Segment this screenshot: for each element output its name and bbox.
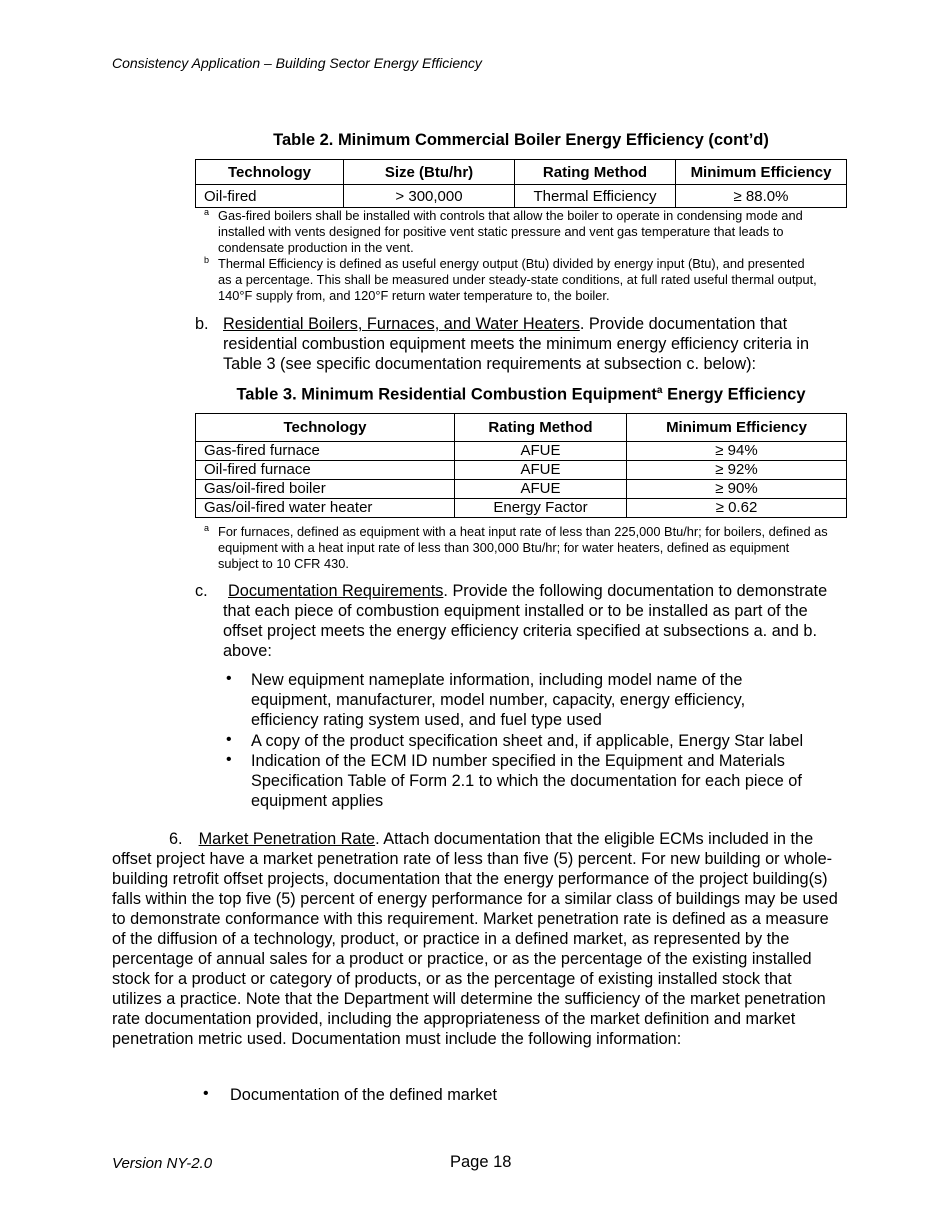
table-cell: ≥ 90% [627,480,847,499]
table3 [195,413,847,518]
list-item: A copy of the product specification sheet and, if applicable, Energy Star label [251,732,804,750]
list-item: Documentation of the defined market [230,1086,497,1104]
table3-header-cell: Minimum Efficiency [627,414,847,442]
section-b-paragraph [223,314,833,374]
table-cell: AFUE [455,480,627,499]
table2-header-cell: Technology [196,160,344,185]
table3-header-cell: Rating Method [455,414,627,442]
table-cell: Oil-fired [196,185,344,208]
table3-footnote-a [204,523,828,572]
footnote-text: Thermal Efficiency is defined as useful energy output (Btu) divided by energy input (Btu), and presented as a percentage. This shall be measured under steady-state conditions, at full rated useful thermal output, 140°F supply from, and 120°F return water temperature to, the boiler. [218,256,817,303]
table-cell: ≥ 92% [627,461,847,480]
table-row [196,442,847,461]
table3-header-cell: Technology [196,414,455,442]
table-cell: > 300,000 [344,185,515,208]
table-cell: AFUE [455,442,627,461]
section-c-heading: Documentation Requirements [228,582,444,600]
table2-caption: Table 2. Minimum Commercial Boiler Energy Efficiency (cont’d) [273,131,769,149]
footnote-label: b [204,255,210,265]
footnote-text: Gas-fired boilers shall be installed with controls that allow the boiler to operate in condensing mode and installed with vents designed for positive vent static pressure and vent gas temperature that leads to condensate production in the vent. [218,208,803,255]
table2-header-row [196,160,847,185]
table3-caption: Table 3. Minimum Residential Combustion Equipment$^a$ Energy Efficiency [236,385,806,404]
section-6-heading: Market Penetration Rate [198,830,376,848]
table-cell: Gas-fired furnace [196,442,455,461]
section-6-paragraph [112,829,840,1049]
table3-caption-sup: a [656,385,663,396]
section-b-heading: Residential Boilers, Furnaces, and Water Heaters [223,315,580,333]
table-cell: ≥ 88.0% [676,185,847,208]
section-b-marker: b. [195,315,209,333]
section-b-text: . Provide documentation that residential combustion equipment meets the minimum energy efficiency criteria in Table 3 (see specific documentation requirements at subsection c. below): [223,315,810,373]
table2-header-cell: Size (Btu/hr) [344,160,515,185]
section-c-paragraph [223,581,838,661]
table-cell: ≥ 94% [627,442,847,461]
section-c-text: . Provide the following documentation to demonstrate that each piece of combustion equipment installed or to be installed as part of the offset project meets the energy efficiency criteria specified at subsections a. and b. above: [223,582,828,660]
table2 [195,159,847,208]
section-6-text: . Attach documentation that the eligible ECMs included in the offset project have a market penetration rate of less than five (5) percent. For new building or whole-building retrofit offset projects, documentation that the energy performance of the project building(s) falls within the top five (5) percent of energy performance for a similar class of buildings may be used to demonstrate conformance with this requirement. Market penetration rate is defined as a measure of the diffusion of a technology, product, or practice in a defined market, as represented by the percentage of annual sales for a product or practice, or as the percentage of the existing installed stock for a product or category of products, or as the percentage of existing installed stock that utilizes a practice. Note that the Department will determine the sufficiency of the market penetration rate documentation provided, including the appropriateness of the market definition and market penetration metric used. Documentation must include the following information: [112,830,838,1048]
table2-header-cell: Minimum Efficiency [676,160,847,185]
bullet-icon: • [226,751,232,768]
table-cell: AFUE [455,461,627,480]
table2-footnote-b [204,255,818,304]
bullet-icon: • [226,731,232,748]
table-row [196,499,847,518]
table-row [196,480,847,499]
footnote-label: a [204,523,210,533]
table3-header-row [196,414,847,442]
table-row [196,185,847,208]
footnote-label: a [204,207,210,217]
table-cell: Gas/oil-fired boiler [196,480,455,499]
table-cell: Oil-fired furnace [196,461,455,480]
footnote-text: For furnaces, defined as equipment with a heat input rate of less than 225,000 Btu/hr; for boilers, defined as equipment with a heat input rate of less than 300,000 Btu/hr; for water heaters, defined as equipment subject to 10 CFR 430. [218,524,828,571]
bullet-icon: • [203,1085,209,1102]
page-number: Page 18 [450,1153,512,1171]
footer-version: Version NY-2.0 [112,1155,213,1172]
list-item: New equipment nameplate information, including model name of the equipment, manufacturer, model number, capacity, energy efficiency, efficiency rating system used, and fuel type used [251,671,746,729]
section-c-marker: c. [195,582,208,600]
running-header: Consistency Application – Building Sector Energy Efficiency [112,55,482,71]
table-cell: ≥ 0.62 [627,499,847,518]
table-cell: Thermal Efficiency [515,185,676,208]
section-6-marker: 6. [169,830,183,848]
list-item: Indication of the ECM ID number specified in the Equipment and Materials Specification Table of Form 2.1 to which the documentation for each piece of equipment applies [251,752,802,810]
table-cell: Energy Factor [455,499,627,518]
table-cell: Gas/oil-fired water heater [196,499,455,518]
table2-footnote-a [204,207,843,256]
table-row [196,461,847,480]
bullet-icon: • [226,670,232,687]
table2-header-cell: Rating Method [515,160,676,185]
